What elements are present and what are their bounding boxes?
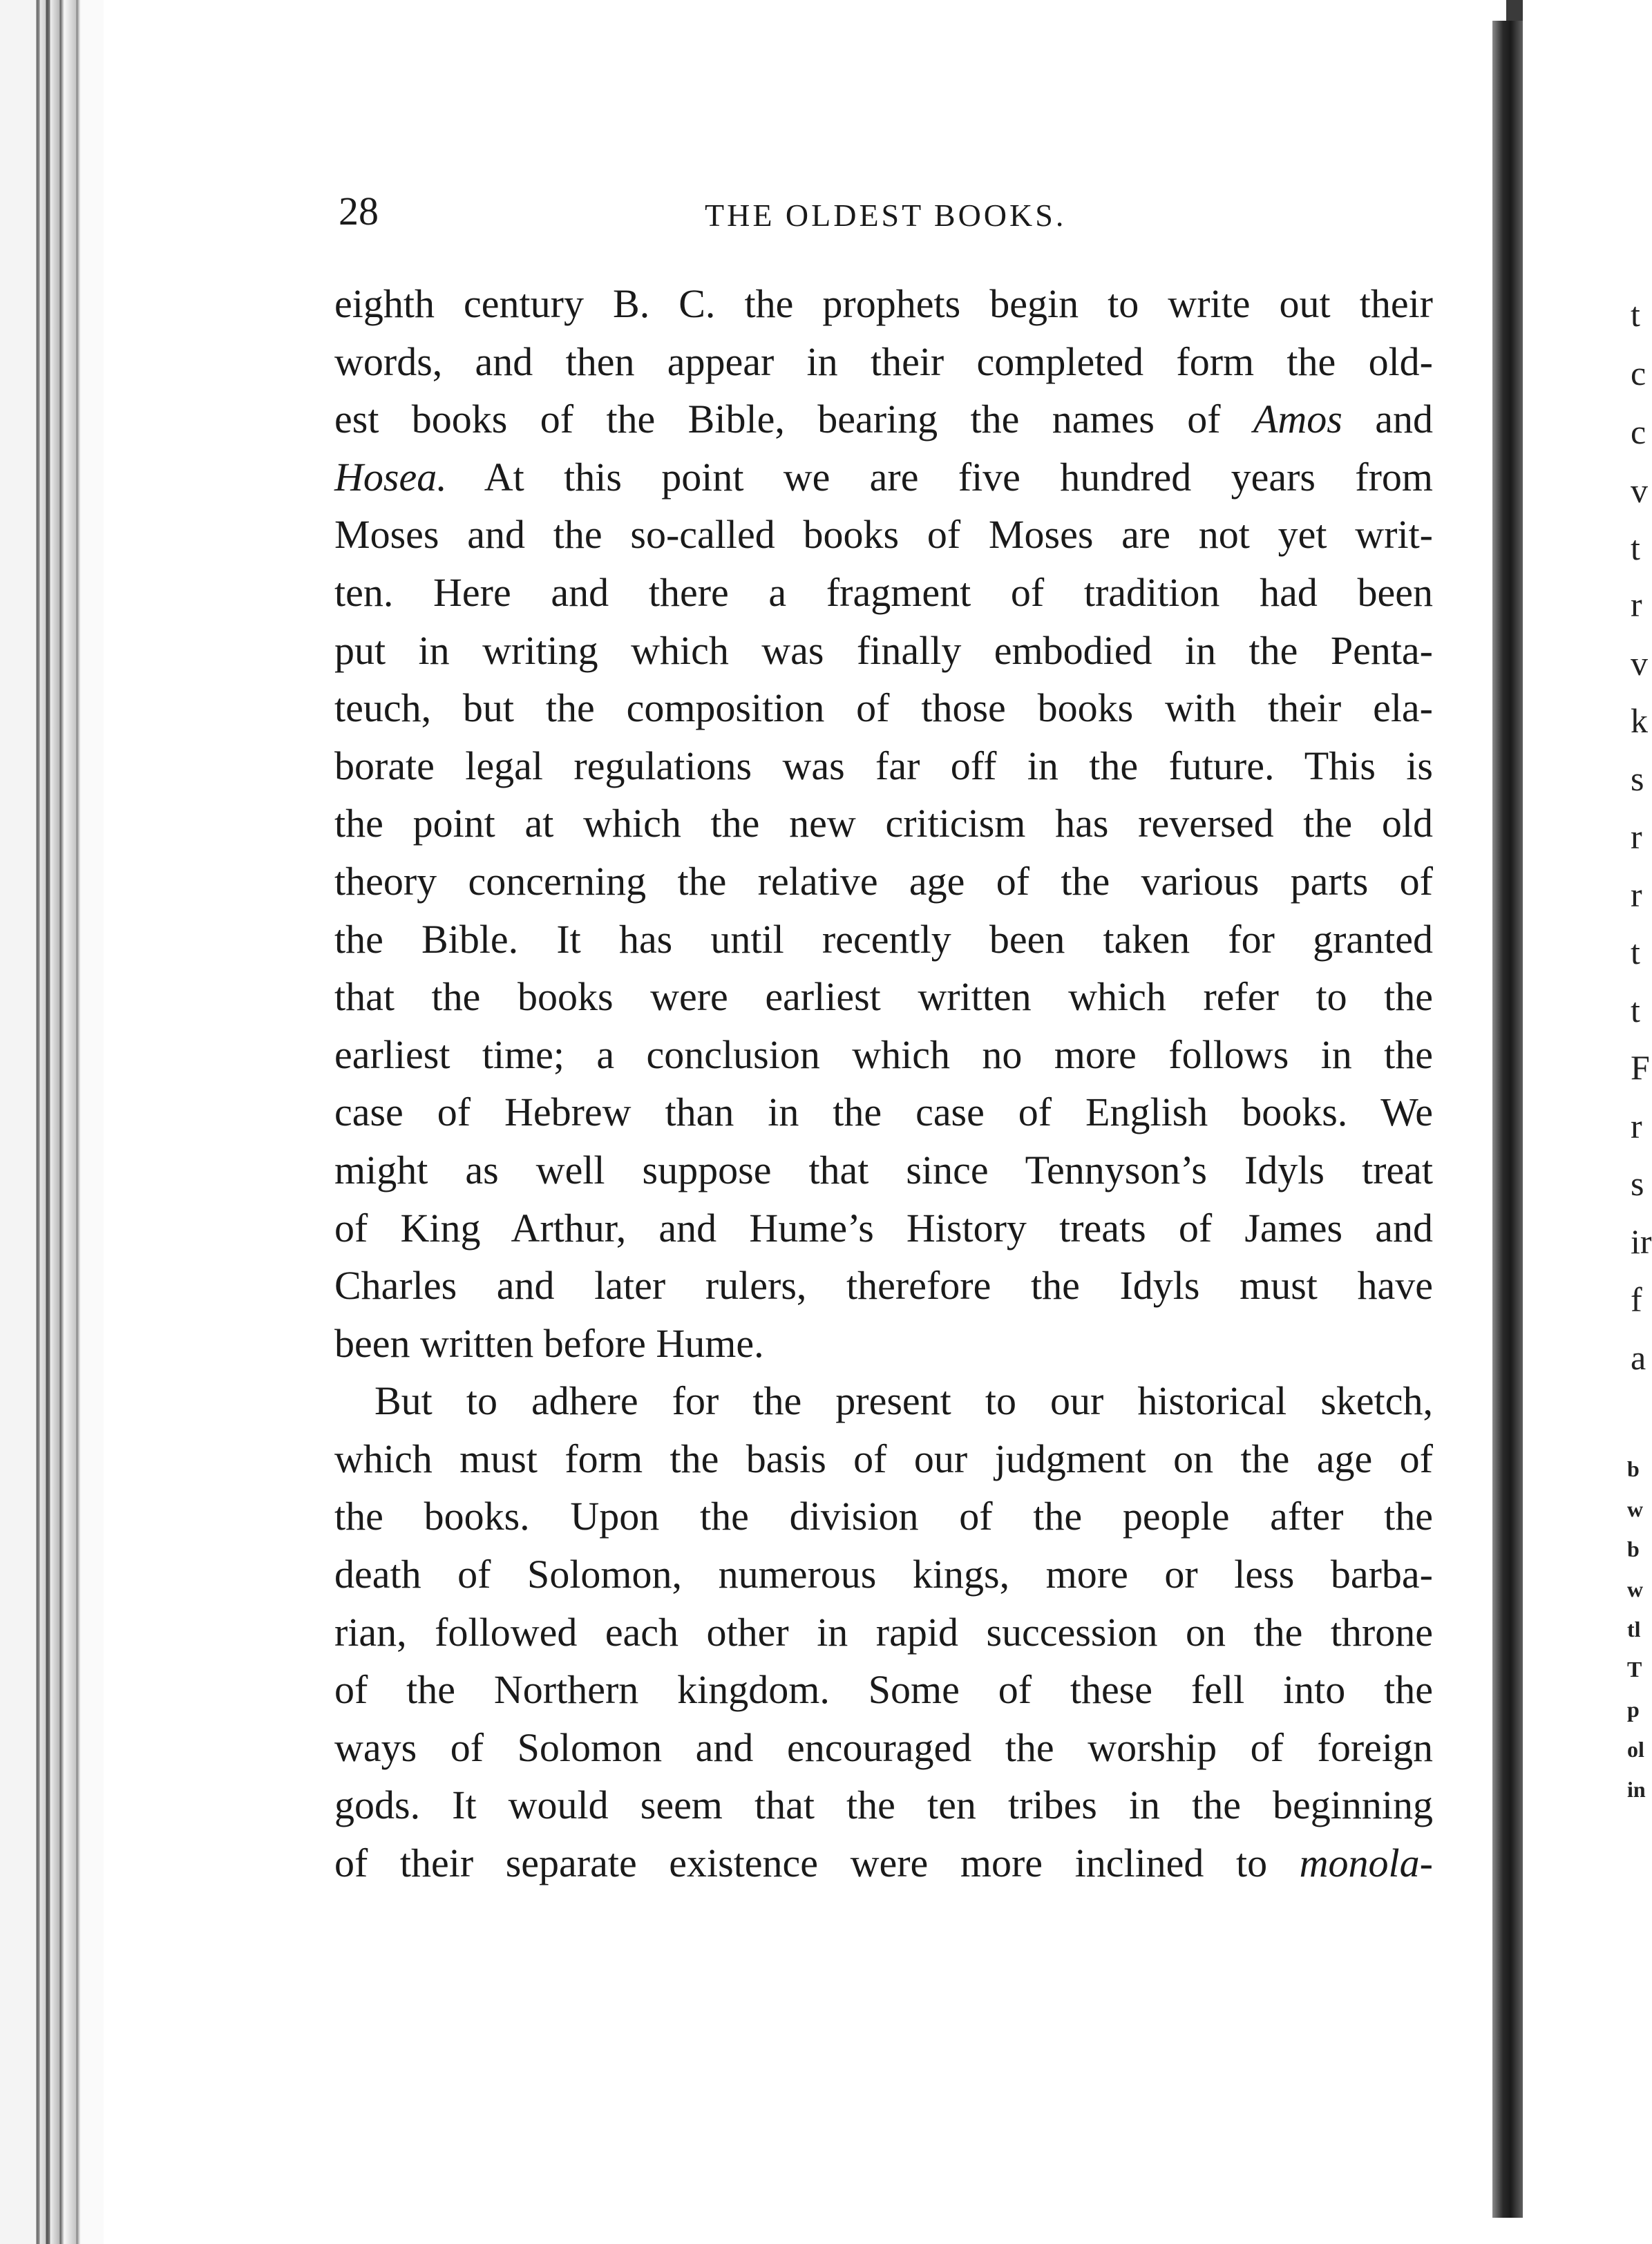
text-run: of King Arthur, and Hume’s History treats of James and	[334, 1205, 1433, 1251]
text-line	[334, 1487, 1433, 1546]
facing-page-letter: t	[1631, 295, 1640, 334]
page-number: 28	[339, 189, 379, 234]
facing-page-small-letter: p	[1627, 1697, 1640, 1722]
text-line	[334, 1604, 1433, 1662]
facing-page-letter: t	[1631, 529, 1640, 567]
facing-page-letter: F	[1631, 1048, 1650, 1087]
text-line	[334, 795, 1433, 853]
text-line	[334, 1083, 1433, 1141]
text-line	[334, 1661, 1433, 1719]
facing-page-small-letter: w	[1627, 1577, 1644, 1601]
text-line	[334, 1430, 1433, 1488]
facing-page-edge	[1523, 0, 1647, 2244]
text-line	[334, 506, 1433, 564]
facing-page-letter: a	[1631, 1338, 1646, 1377]
paragraph	[334, 1372, 1433, 1892]
text-run: Charles and later rulers, therefore the Idyls must have	[334, 1263, 1433, 1309]
body-text	[334, 275, 1433, 1892]
facing-page-letter: r	[1631, 585, 1642, 624]
text-line	[334, 1257, 1433, 1315]
text-run: that the books were earliest written which refer to the	[334, 974, 1433, 1020]
text-run: theory concerning the relative age of the various parts of	[334, 858, 1433, 904]
text-run: the point at which the new criticism has reversed the old	[334, 801, 1433, 846]
text-line	[334, 564, 1433, 622]
facing-page-letter: k	[1631, 701, 1648, 740]
text-line	[334, 1372, 1433, 1430]
text-run: death of Solomon, numerous kings, more or less barba-	[334, 1552, 1433, 1597]
text-run: borate legal regulations was far off in the future. This is	[334, 743, 1433, 788]
facing-page-letter: s	[1631, 1164, 1644, 1203]
text-run: But to adhere for the present to our historical sketch,	[374, 1378, 1433, 1424]
text-line	[334, 737, 1433, 795]
running-title: THE OLDEST BOOKS.	[705, 198, 1067, 233]
facing-page-letter: t	[1631, 933, 1640, 971]
italic-text: Hosea.	[334, 454, 447, 500]
text-line	[334, 1199, 1433, 1257]
facing-page-small-letter: b	[1627, 1537, 1640, 1561]
text-run: Moses and the so-called books of Moses are not yet writ-	[334, 512, 1433, 558]
text-run: case of Hebrew than in the case of English books. We	[334, 1090, 1433, 1135]
text-run: words, and then appear in their completed form the old-	[334, 339, 1433, 384]
text-line	[334, 1834, 1433, 1892]
text-line	[334, 853, 1433, 911]
text-run: ten. Here and there a fragment of tradition had been	[334, 569, 1433, 615]
facing-page-letter: v	[1631, 644, 1648, 683]
text-line	[334, 968, 1433, 1026]
text-line	[334, 390, 1433, 448]
facing-page-small-letter: T	[1627, 1657, 1642, 1682]
facing-page-small-letter: ol	[1627, 1737, 1644, 1762]
italic-text: Amos	[1253, 397, 1342, 442]
text-run: which must form the basis of our judgment on the age of	[334, 1436, 1433, 1481]
text-run: teuch, but the composition of those books with their ela-	[334, 685, 1433, 731]
gutter-shadow	[1492, 21, 1523, 2218]
text-run: eighth century B. C. the prophets begin to write out their	[334, 281, 1433, 326]
facing-page-small-letter: tl	[1627, 1617, 1641, 1642]
facing-page-letter: v	[1631, 471, 1648, 510]
text-line	[334, 622, 1433, 680]
text-line	[334, 448, 1433, 506]
text-run: of their separate existence were more inclined to	[334, 1841, 1300, 1886]
text-run: ways of Solomon and encouraged the worship of foreign	[334, 1724, 1433, 1770]
facing-page-letter: r	[1631, 875, 1642, 914]
text-line	[334, 275, 1433, 333]
text-run: At this point we are five hundred years from	[446, 454, 1433, 500]
text-run: of the Northern kingdom. Some of these fell into the	[334, 1667, 1433, 1713]
text-run: might as well suppose that since Tennyson’s Idyls treat	[334, 1147, 1433, 1192]
running-head	[339, 191, 1458, 232]
paragraph	[334, 275, 1433, 1372]
text-run: and	[1342, 397, 1433, 442]
text-run: the Bible. It has until recently been taken for granted	[334, 916, 1433, 962]
facing-page-small-letter: w	[1627, 1496, 1644, 1521]
facing-page-letter: r	[1631, 1107, 1642, 1145]
facing-page-letter: r	[1631, 817, 1642, 856]
facing-page-letter: c	[1631, 412, 1646, 451]
text-run: put in writing which was finally embodied in the Penta-	[334, 627, 1433, 673]
facing-page-letter: s	[1631, 759, 1644, 798]
text-run: earliest time; a conclusion which no more follows in the	[334, 1031, 1433, 1077]
facing-page-small-letter: in	[1627, 1777, 1646, 1802]
facing-page-letter: t	[1631, 991, 1640, 1029]
facing-page-small-letter: b	[1627, 1456, 1640, 1481]
text-line	[334, 911, 1433, 969]
facing-page-letter: c	[1631, 354, 1646, 392]
facing-page-letter: ir	[1631, 1222, 1652, 1261]
text-line	[334, 333, 1433, 391]
text-line	[334, 1776, 1433, 1834]
text-run: est books of the Bible, bearing the names of	[334, 397, 1253, 442]
text-line	[334, 1141, 1433, 1199]
text-run: the books. Upon the division of the people after the	[334, 1494, 1433, 1539]
text-line	[334, 1026, 1433, 1084]
text-run: been written before Hume.	[334, 1320, 764, 1366]
text-line	[334, 1719, 1433, 1777]
text-run: gods. It would seem that the ten tribes in the beginning	[334, 1782, 1433, 1828]
text-line	[334, 1315, 1433, 1373]
italic-text: monola-	[1299, 1841, 1433, 1886]
text-line	[334, 679, 1433, 737]
facing-page-letter: f	[1631, 1280, 1642, 1319]
text-run: rian, followed each other in rapid succession on the throne	[334, 1609, 1433, 1655]
text-line	[334, 1546, 1433, 1604]
